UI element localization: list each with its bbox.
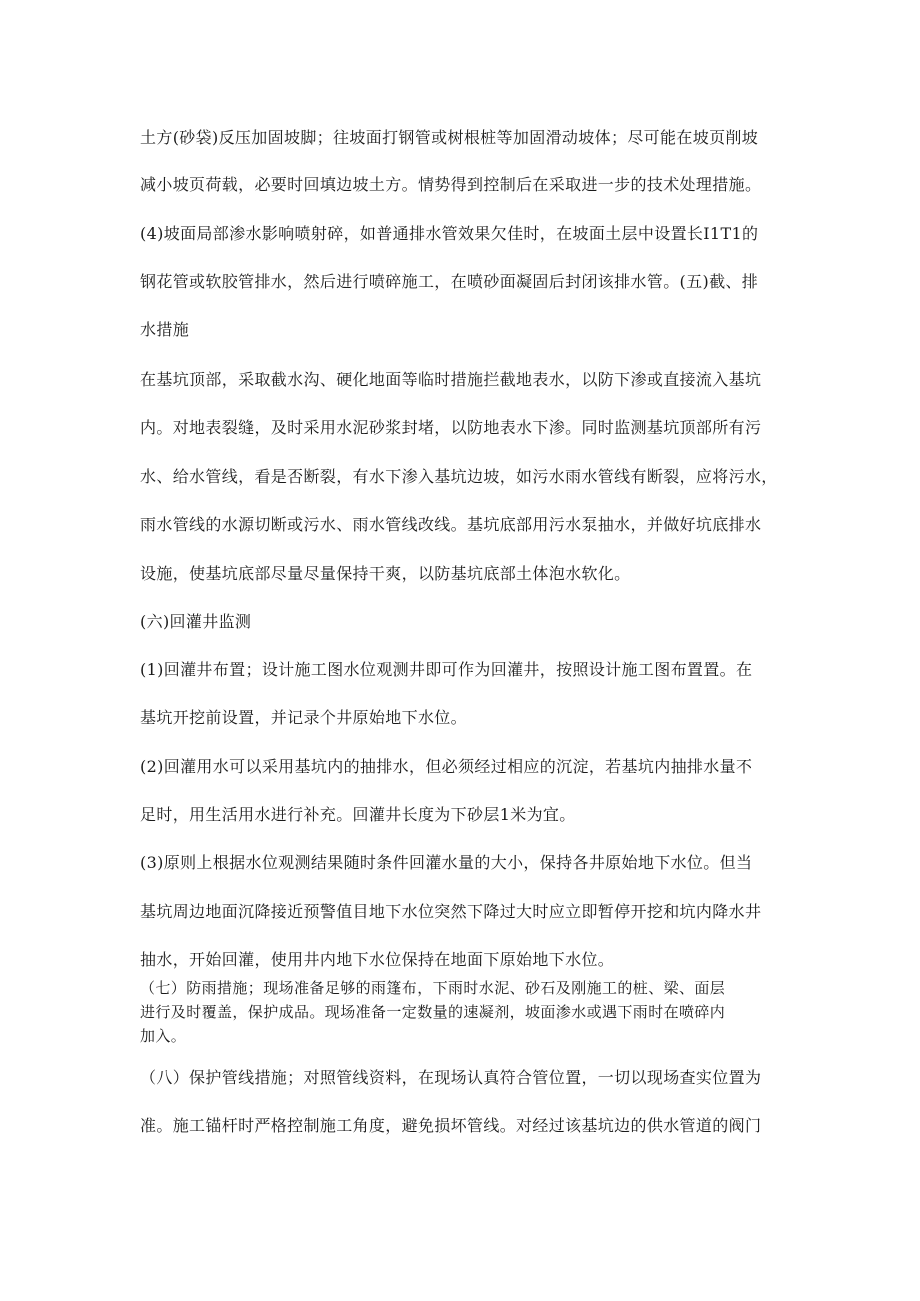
text-line: 内。对地表裂缝，及时采用水泥砂浆封堵，以防地表水下渗。同时监测基坑顶部所有污 <box>140 418 762 437</box>
text-line: 加入。 <box>140 1027 187 1045</box>
text-line: (3)原则上根据水位观测结果随时条件回灌水量的大小，保持各井原始地下水位。但当 <box>140 853 753 872</box>
section-heading: (六)回灌井监测 <box>140 612 252 631</box>
text-line: 水、给水管线，看是否断裂，有水下渗入基坑边坡，如污水雨水管线有断裂，应将污水， <box>140 467 778 486</box>
text-line: （七）防雨措施；现场准备足够的雨篷布，下雨时水泥、砂石及刚施工的桩、梁、面层 <box>140 979 726 997</box>
text-line: 抽水，开始回灌，使用井内地下水位保持在地面下原始地下水位。 <box>140 950 615 969</box>
text-line: 土方(砂袋)反压加固坡脚；往坡面打钢管或树根桩等加固滑动坡体；尽可能在坡页削坡 <box>140 128 759 147</box>
text-line: 雨水管线的水源切断或污水、雨水管线改线。基坑底部用污水泵抽水，并做好坑底排水 <box>140 515 762 534</box>
text-line: (1)回灌井布置；设计施工图水位观测井即可作为回灌井，按照设计施工图布置置。在 <box>140 660 753 679</box>
text-line: 准。施工锚杆时严格控制施工角度，避免损坏管线。对经过该基坑边的供水管道的阀门 <box>140 1116 762 1135</box>
text-line: 足时，用生活用水进行补充。回灌井长度为下砂层1米为宜。 <box>140 805 576 824</box>
text-line: (4)坡面局部渗水影响喷射碎，如普通排水管效果欠佳时，在坡面土层中设置长I1T1的 <box>140 224 759 243</box>
text-line: 基坑周边地面沉降接近预警值目地下水位突然下降过大时应立即暂停开挖和坑内降水井 <box>140 902 762 921</box>
text-line: 设施，使基坑底部尽量尽量保持干爽，以防基坑底部土体泡水软化。 <box>140 564 631 583</box>
text-line: （八）保护管线措施；对照管线资料，在现场认真符合管位置，一切以现场查实位置为 <box>140 1068 762 1087</box>
text-line: 基坑开挖前设置，并记录个井原始地下水位。 <box>140 708 468 727</box>
text-line: (2)回灌用水可以采用基坑内的抽排水，但必须经过相应的沉淀，若基坑内抽排水量不 <box>140 757 753 776</box>
text-line: 在基坑顶部，采取截水沟、硬化地面等临时措施拦截地表水，以防下渗或直接流入基坑 <box>140 370 762 389</box>
text-line: 进行及时覆盖，保护成品。现场准备一定数量的速凝剂，坡面渗水或遇下雨时在喷碎内 <box>140 1003 726 1021</box>
text-line: 减小坡页荷载，必要时回填边坡土方。情势得到控制后在采取进一步的技术处理措施。 <box>140 175 762 194</box>
text-line: 水措施 <box>140 320 190 339</box>
text-line: 钢花管或软胶管排水，然后进行喷碎施工，在喷砂面凝固后封闭该排水管。(五)截、排 <box>140 272 759 291</box>
